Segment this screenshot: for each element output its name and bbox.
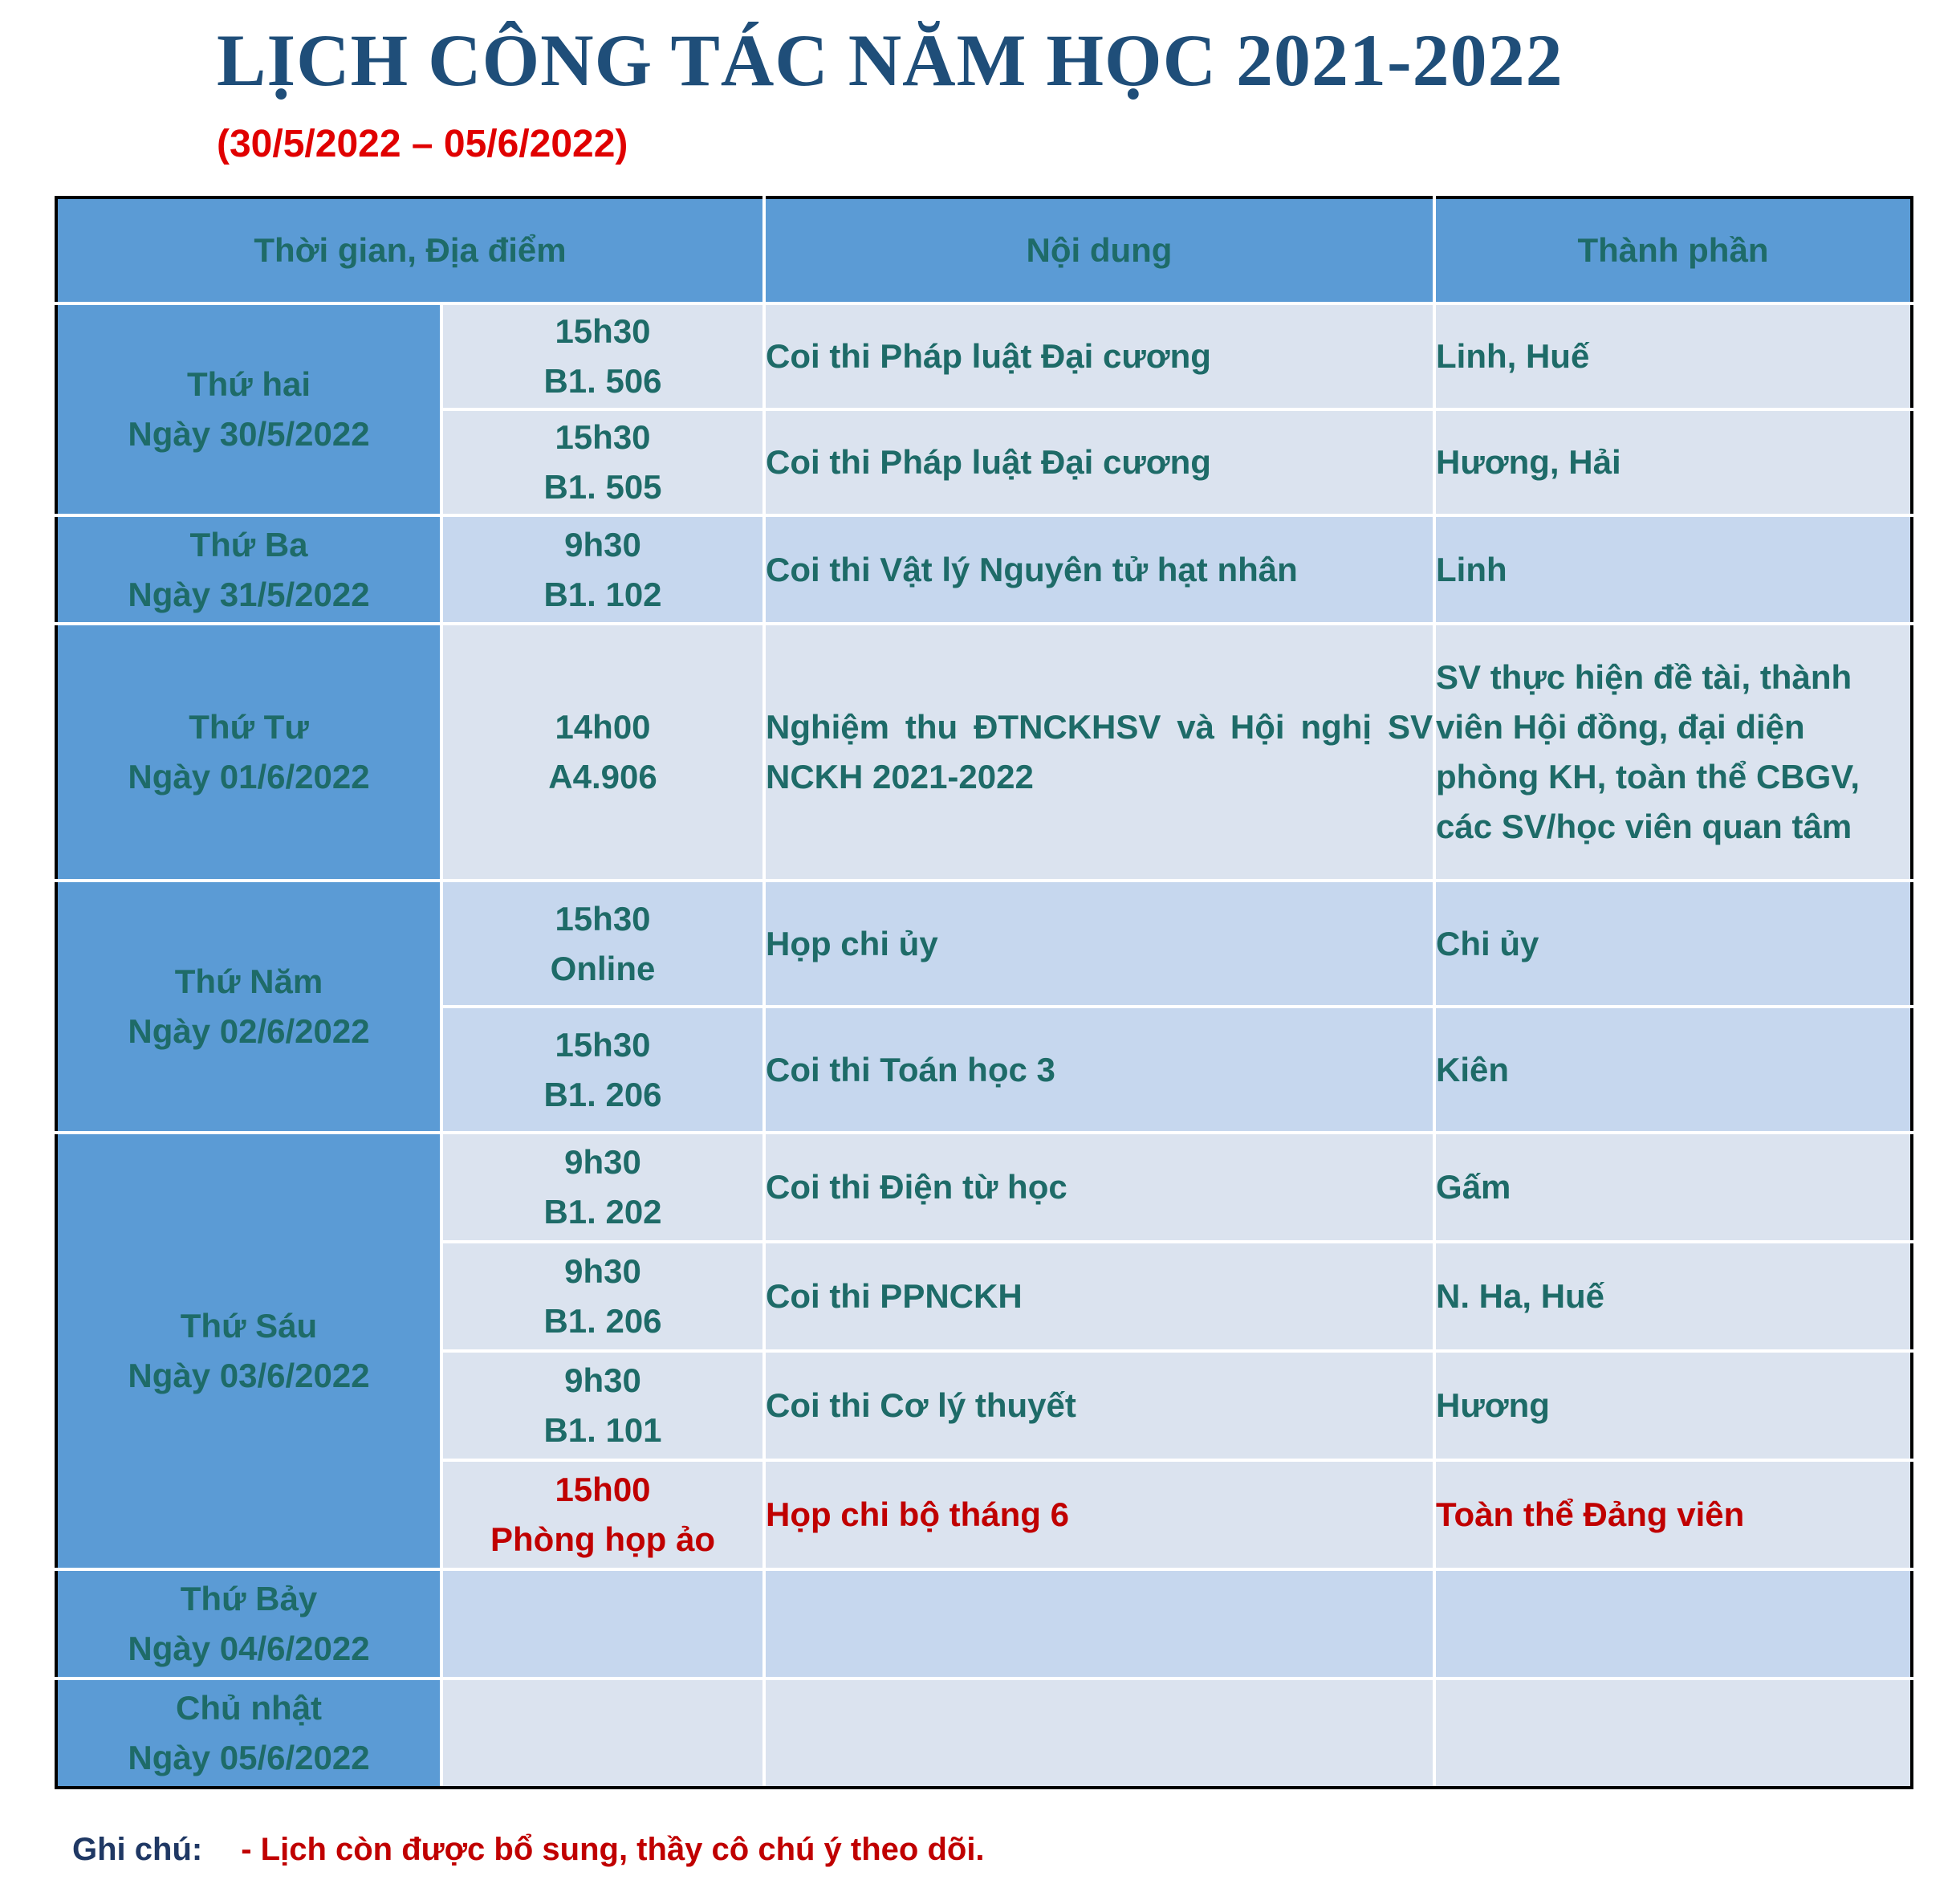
time-place-cell	[441, 881, 764, 1007]
event-participants: Kiên	[1434, 1007, 1912, 1133]
page-title: LỊCH CÔNG TÁC NĂM HỌC 2021-2022	[217, 19, 1564, 101]
day-date: Ngày 31/5/2022	[128, 575, 370, 613]
event-content: Coi thi Toán học 3	[764, 1007, 1434, 1133]
footer-note	[72, 1832, 985, 1868]
table-row	[56, 515, 1912, 624]
event-time: 15h30	[555, 899, 651, 938]
header-row	[56, 197, 1912, 303]
event-participants	[1434, 1569, 1912, 1678]
event-place: B1. 202	[543, 1193, 662, 1231]
event-content: Họp chi bộ tháng 6	[764, 1460, 1434, 1569]
time-place-cell	[441, 515, 764, 624]
day-cell-sunday	[56, 1678, 441, 1788]
event-place: B1. 102	[543, 575, 662, 613]
event-place: Online	[550, 949, 656, 987]
event-participants: Toàn thể Đảng viên	[1434, 1460, 1912, 1569]
event-content: Coi thi PPNCKH	[764, 1242, 1434, 1351]
time-place-cell	[441, 624, 764, 881]
day-date: Ngày 04/6/2022	[128, 1630, 370, 1667]
event-participants: Hương, Hải	[1434, 409, 1912, 515]
day-date: Ngày 30/5/2022	[128, 415, 370, 453]
day-cell-friday	[56, 1133, 441, 1569]
event-participants: Linh	[1434, 515, 1912, 624]
table-row	[56, 1569, 1912, 1678]
day-date: Ngày 01/6/2022	[128, 758, 370, 795]
table-row	[56, 881, 1912, 1007]
day-name: Thứ Bảy	[180, 1580, 318, 1617]
day-name: Thứ Tư	[189, 708, 309, 746]
day-date: Ngày 03/6/2022	[128, 1357, 370, 1394]
event-time: 15h30	[555, 1025, 651, 1064]
event-time: 15h30	[555, 312, 651, 350]
time-place-cell	[441, 1007, 764, 1133]
event-time: 9h30	[564, 1361, 641, 1399]
event-content: Coi thi Pháp luật Đại cương	[764, 409, 1434, 515]
day-cell-thursday	[56, 881, 441, 1133]
table-row	[56, 1678, 1912, 1788]
event-time: 9h30	[564, 525, 641, 564]
event-participants: Chi ủy	[1434, 881, 1912, 1007]
event-time: 9h30	[564, 1252, 641, 1290]
schedule-table	[55, 196, 1913, 1789]
event-content: Coi thi Điện từ học	[764, 1133, 1434, 1242]
event-time: 9h30	[564, 1143, 641, 1181]
time-place-cell	[441, 1133, 764, 1242]
day-name: Chủ nhật	[176, 1689, 322, 1727]
time-place-cell	[441, 1242, 764, 1351]
time-place-cell	[441, 1569, 764, 1678]
event-place: B1. 101	[543, 1411, 662, 1449]
event-place: A4.906	[548, 758, 657, 795]
time-place-cell	[441, 1351, 764, 1460]
event-participants: Hương	[1434, 1351, 1912, 1460]
event-participants: SV thực hiện đề tài, thành viên Hội đồng, đại diện phòng KH, toàn thể CBGV, các SV/học viên quan tâm	[1434, 624, 1912, 881]
event-content: Coi thi Cơ lý thuyết	[764, 1351, 1434, 1460]
day-cell-wednesday	[56, 624, 441, 881]
day-date: Ngày 05/6/2022	[128, 1739, 370, 1776]
day-cell-monday	[56, 303, 441, 515]
table-row	[56, 303, 1912, 409]
event-place: Phòng họp ảo	[490, 1520, 715, 1558]
event-participants	[1434, 1678, 1912, 1788]
day-cell-tuesday	[56, 515, 441, 624]
header-time-place: Thời gian, Địa điểm	[56, 197, 764, 303]
event-content: Nghiệm thu ĐTNCKHSV và Hội nghị SV NCKH 2021-2022	[764, 624, 1434, 881]
event-content	[764, 1678, 1434, 1788]
date-range: (30/5/2022 – 05/6/2022)	[217, 123, 628, 165]
day-name: Thứ Sáu	[180, 1307, 318, 1345]
header-content: Nội dung	[764, 197, 1434, 303]
time-place-cell	[441, 303, 764, 409]
table-row	[56, 624, 1912, 881]
event-content: Coi thi Pháp luật Đại cương	[764, 303, 1434, 409]
day-name: Thứ hai	[186, 365, 311, 403]
day-date: Ngày 02/6/2022	[128, 1012, 370, 1050]
event-place: B1. 206	[543, 1075, 662, 1113]
header-participants: Thành phần	[1434, 197, 1912, 303]
event-participants: Linh, Huế	[1434, 303, 1912, 409]
event-participants: Gấm	[1434, 1133, 1912, 1242]
event-content: Họp chi ủy	[764, 881, 1434, 1007]
event-place: B1. 506	[543, 362, 662, 400]
event-content	[764, 1569, 1434, 1678]
day-name: Thứ Ba	[189, 525, 308, 564]
event-time: 14h00	[555, 708, 651, 746]
event-place: B1. 505	[543, 468, 662, 506]
note-text: - Lịch còn được bổ sung, thầy cô chú ý theo dõi.	[241, 1832, 985, 1867]
event-time: 15h30	[555, 418, 651, 456]
table-row	[56, 1133, 1912, 1242]
day-cell-saturday	[56, 1569, 441, 1678]
note-label: Ghi chú:	[72, 1832, 203, 1867]
time-place-cell	[441, 409, 764, 515]
event-participants: N. Ha, Huế	[1434, 1242, 1912, 1351]
time-place-cell	[441, 1678, 764, 1788]
event-time: 15h00	[555, 1471, 651, 1508]
day-name: Thứ Năm	[174, 962, 323, 1000]
time-place-cell	[441, 1460, 764, 1569]
event-content: Coi thi Vật lý Nguyên tử hạt nhân	[764, 515, 1434, 624]
event-place: B1. 206	[543, 1302, 662, 1340]
